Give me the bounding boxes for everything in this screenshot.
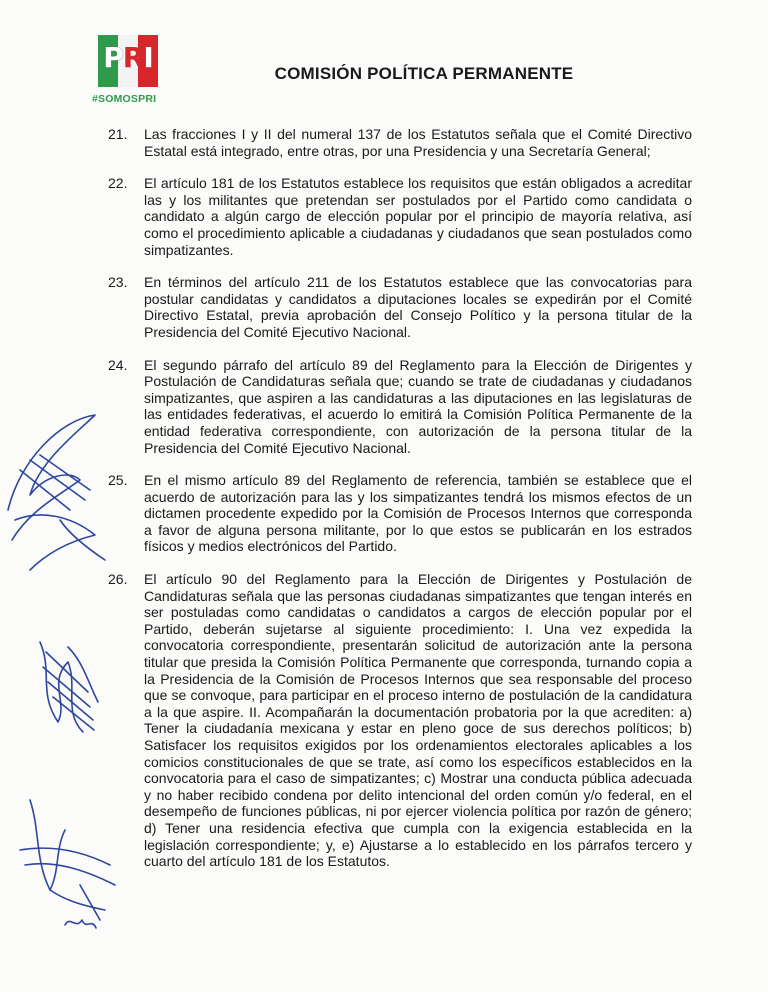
logo-hashtag: #SOMOSPRI bbox=[92, 93, 157, 105]
paragraph-text: El artículo 181 de los Estatutos establece los requisitos que están obligados a acreditar las y los militantes que pretendan ser postulados por el Partido como candidata o candidato a algún cargo de elección popular por el principio de mayoría relativa, así como el procedimiento aplicable a ciudadanas y ciudadanos que sean postulados como simpatizantes. bbox=[144, 175, 692, 258]
paragraph-number: 21. bbox=[108, 126, 128, 142]
paragraph-number: 26. bbox=[108, 571, 128, 588]
paragraph-item bbox=[108, 357, 692, 457]
paragraph-text: El artículo 90 del Reglamento para la Elección de Dirigentes y Postulación de Candidaturas señala que las personas ciudadanas simpatizantes que tengan interés en ser postuladas como candidatas o candidatos a cargos de elección popular por el Partido, deberán sujetarse al siguiente procedimiento: I. Una vez expedida la convocatoria correspondiente, presentarán solicitud de autorización ante la persona titular que presida la Comisión Política Permanente que corresponda, turnando copia a la Presidencia de la Comisión de Procesos Internos que sea responsable del proceso que se convoque, para participar en el proceso interno de postulación de la candidatura a la que aspire. II. Acompañarán la documentación probatoria por la que acrediten: a) Tener la ciudadanía mexicana y estar en pleno goce de sus derechos políticos; b) Satisfacer los requisitos exigidos por los ordenamientos electorales aplicables a los comicios constitucionales de que se trate, así como los específicos establecidos en la convocatoria para el caso de simpatizantes; c) Mostrar una conducta pública adecuada y no haber recibido condena por delito intencional del orden común y/o federal, en el desempeño de funciones públicas, ni por ejercer violencia política por razón de género; d) Tener una residencia efectiva que cumpla con la exigencia establecida en la legislación correspondiente; y, e) Ajustarse a lo establecido en los párrafos tercero y cuarto del artículo 181 de los Estatutos. bbox=[144, 571, 692, 870]
paragraph-number: 23. bbox=[108, 274, 128, 291]
paragraph-item bbox=[108, 571, 692, 870]
paragraph-number: 25. bbox=[108, 472, 128, 489]
signature-2 bbox=[28, 632, 108, 742]
paragraph-text: Las fracciones I y II del numeral 137 de los Estatutos señala que el Comité Directivo Estatal está integrado, entre otras, por una Presidencia y una Secretaría General; bbox=[144, 126, 692, 159]
paragraph-text: El segundo párrafo del artículo 89 del Reglamento para la Elección de Dirigentes y Postulación de Candidaturas señala que; cuando se trate de ciudadanas y ciudadanos simpatizantes, que aspiren a las candidaturas a las diputaciones en las legislaturas de las entidades federativas, el acuerdo lo emitirá la Comisión Política Permanente de la entidad federativa correspondiente, con autorización de la persona titular de la Presidencia del Comité Ejecutivo Nacional. bbox=[144, 356, 692, 456]
paragraph-number: 24. bbox=[108, 356, 128, 373]
paragraph-text: En el mismo artículo 89 del Reglamento de referencia, también se establece que el acuerdo de autorización para las y los simpatizantes tendrá los mismos efectos de un dictamen procedente expedido por la Comisión de Procesos Internos que corresponda a favor de alguna persona militante, por lo que estos se publicarán en los estrados físicos y medios electrónicos del Partido. bbox=[144, 472, 692, 555]
paragraph-item bbox=[108, 126, 692, 159]
paragraph-item bbox=[108, 175, 692, 258]
numbered-paragraphs bbox=[108, 126, 692, 886]
signature-3 bbox=[10, 790, 120, 950]
page-title: COMISIÓN POLÍTICA PERMANENTE bbox=[274, 64, 574, 83]
logo-letters: PRI bbox=[103, 41, 153, 74]
paragraph-number: 22. bbox=[108, 175, 128, 192]
paragraph-text: En términos del artículo 211 de los Estatutos establece que las convocatorias para postular candidatas y candidatos a diputaciones locales se expedirán por el Comité Directivo Estatal, previa aprobación del Consejo Político y la persona titular de la Presidencia del Comité Ejecutivo Nacional. bbox=[144, 274, 692, 340]
paragraph-item bbox=[108, 274, 692, 340]
paragraph-item bbox=[108, 472, 692, 555]
signature-1 bbox=[0, 400, 110, 580]
